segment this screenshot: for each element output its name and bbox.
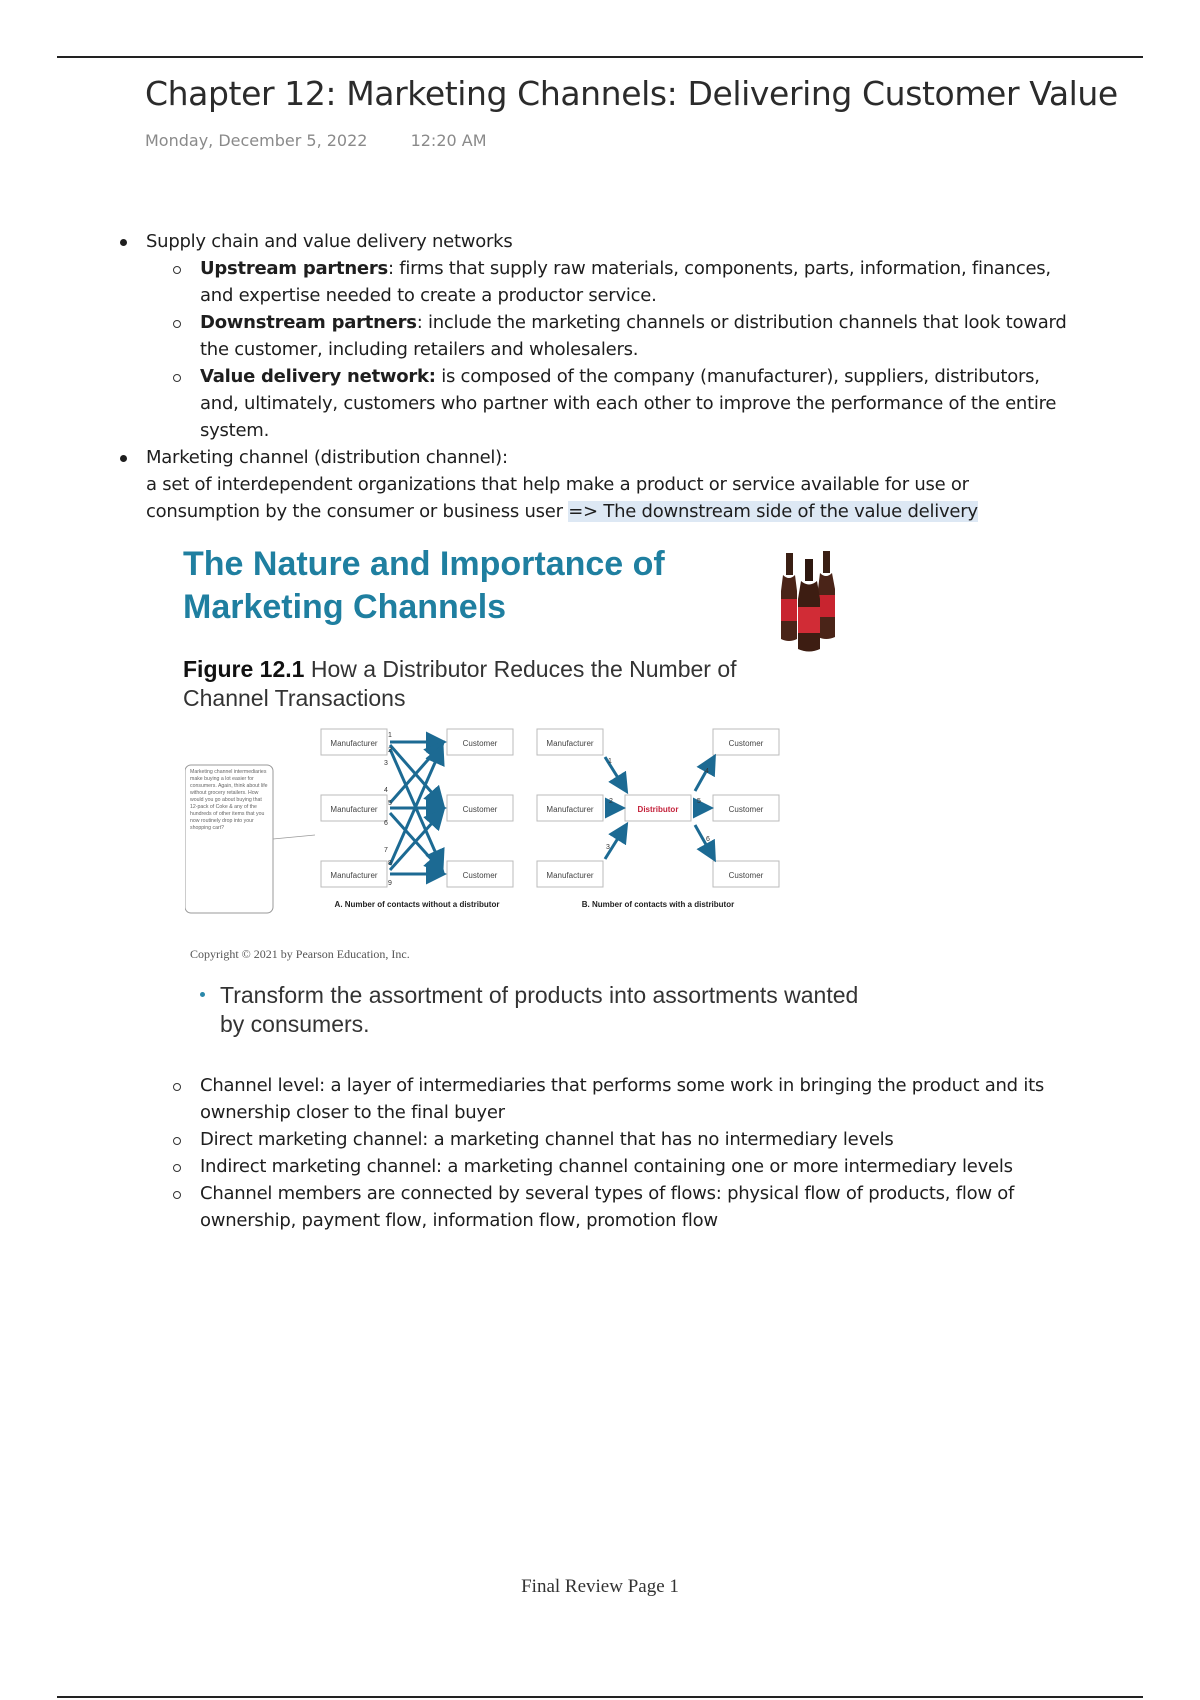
bullet-body: a set of interdependent organizations that help make a product or service available for use or consumption by the consumer or business user xyxy=(146,474,969,522)
distributor-diagram xyxy=(185,725,805,935)
page-time: 12:20 AM xyxy=(410,131,487,150)
contact-number: 9 xyxy=(388,880,392,887)
contact-number: 1 xyxy=(388,732,392,739)
manufacturer-label: Manufacturer xyxy=(546,871,594,880)
sub-bullet-text: Indirect marketing channel: a marketing channel containing one or more intermediary levels xyxy=(200,1156,1013,1177)
caption-a: A. Number of contacts without a distributor xyxy=(334,900,500,909)
bullet-text: Supply chain and value delivery networks xyxy=(146,231,513,252)
slide-copyright: Copyright © 2021 by Pearson Education, Inc. xyxy=(190,947,410,961)
slide-bullet-dot-icon xyxy=(200,992,205,997)
term: Upstream partners xyxy=(200,258,388,279)
sub-bullet-indirect-channel xyxy=(118,1153,1078,1180)
contact-number: 2 xyxy=(609,798,613,805)
page-dateline xyxy=(145,131,487,150)
sub-bullet-flows xyxy=(118,1180,1078,1234)
contact-arrows-a xyxy=(390,742,441,874)
notes-section-1 xyxy=(118,228,1078,525)
figure-caption-text: How a Distributor Reduces the Number of Channel Transactions xyxy=(183,656,737,711)
sub-bullet-text: Direct marketing channel: a marketing channel that has no intermediary levels xyxy=(200,1129,894,1150)
sub-bullet-upstream xyxy=(118,255,1078,309)
definition: firms that supply raw materials, components, parts, information, finances, and expertise needed to create a productor service. xyxy=(200,258,1051,306)
sub-bullet-text: Channel level: a layer of intermediaries that performs some work in bringing the product and its ownership closer to the final buyer xyxy=(200,1075,1045,1123)
contact-arrow xyxy=(695,825,713,857)
term-sep: : xyxy=(387,258,394,279)
sub-bullet-ring-icon xyxy=(173,1083,181,1091)
customer-label: Customer xyxy=(462,871,498,880)
term-sep: : xyxy=(416,312,423,333)
manufacturer-label: Manufacturer xyxy=(330,805,378,814)
contact-number: 4 xyxy=(705,768,709,775)
caption-b: B. Number of contacts with a distributor xyxy=(581,900,735,909)
page-title: Chapter 12: Marketing Channels: Delivering Customer Value xyxy=(145,74,1118,113)
customer-label: Customer xyxy=(462,739,498,748)
bullet-heading: Marketing channel (distribution channel): xyxy=(146,447,508,468)
sub-bullet-ring-icon xyxy=(173,266,181,274)
beer-bottles-icon xyxy=(775,551,845,656)
definition: include the marketing channels or distribution channels that look toward the customer, including retailers and wholesalers. xyxy=(200,312,1067,360)
definition: is composed of the company (manufacturer), suppliers, distributors, and, ultimately, customers who partner with each other to improve the performance of the entire system. xyxy=(200,366,1057,441)
embedded-slide xyxy=(165,535,1070,1055)
sub-bullet-value-delivery xyxy=(118,363,1078,444)
slide-title-line1: The Nature and Importance of xyxy=(183,545,665,583)
section-a xyxy=(321,729,513,909)
customer-label: Customer xyxy=(728,871,764,880)
slide-bullet xyxy=(200,981,860,1039)
sub-bullet-ring-icon xyxy=(173,374,181,382)
bottom-rule xyxy=(57,1696,1143,1698)
top-rule xyxy=(57,56,1143,58)
manufacturer-label: Manufacturer xyxy=(546,739,594,748)
side-note xyxy=(185,765,315,913)
page-footer: Final Review Page 1 xyxy=(521,1576,679,1597)
manufacturer-label: Manufacturer xyxy=(330,871,378,880)
figure-caption xyxy=(183,655,823,713)
contact-number: 4 xyxy=(384,787,388,794)
figure-label: Figure 12.1 xyxy=(183,656,305,682)
contact-number: 5 xyxy=(388,800,392,807)
contact-number: 7 xyxy=(384,847,388,854)
contact-arrow xyxy=(605,827,625,859)
contact-number: 3 xyxy=(384,760,388,767)
side-note-pointer xyxy=(273,835,315,839)
slide-title-line2: Marketing Channels xyxy=(183,588,507,626)
bottle-center xyxy=(798,559,820,652)
contact-number: 2 xyxy=(388,747,392,754)
contact-number: 3 xyxy=(606,844,610,851)
sub-bullet-ring-icon xyxy=(173,1137,181,1145)
customer-label: Customer xyxy=(728,805,764,814)
bullet-supply-chain xyxy=(118,228,1078,255)
contact-number: 8 xyxy=(388,860,392,867)
slide-bullet-text: Transform the assortment of products into assortments wanted by consumers. xyxy=(220,982,859,1037)
sub-bullet-ring-icon xyxy=(173,1191,181,1199)
bullet-dot-icon xyxy=(120,455,127,462)
contact-number: 5 xyxy=(697,798,701,805)
contact-number: 6 xyxy=(706,836,710,843)
sub-bullet-direct-channel xyxy=(118,1126,1078,1153)
sub-bullet-ring-icon xyxy=(173,320,181,328)
customer-label: Customer xyxy=(728,739,764,748)
contact-number: 6 xyxy=(384,820,388,827)
bullet-marketing-channel xyxy=(118,444,1078,525)
slide-title xyxy=(183,543,665,629)
bottle-right xyxy=(818,551,835,639)
sub-bullet-channel-level xyxy=(118,1072,1078,1126)
term: Value delivery network: xyxy=(200,366,436,387)
page-date: Monday, December 5, 2022 xyxy=(145,131,368,150)
notes-section-2 xyxy=(118,1072,1078,1234)
side-note-text: Marketing channel intermediaries make buying a lot easier for consumers. Again, think about life without grocery retailers. How would you go about buying that 12-pack of Coke & any of the hundreds of other items that you now routinely drop into your shopping cart? xyxy=(190,769,268,831)
term: Downstream partners xyxy=(200,312,417,333)
sub-bullet-downstream xyxy=(118,309,1078,363)
bottle-left xyxy=(781,553,797,641)
contact-number: 1 xyxy=(608,758,612,765)
distributor-label: Distributor xyxy=(637,805,679,814)
highlighted-text: => The downstream side of the value delivery xyxy=(568,501,978,522)
contact-arrow xyxy=(695,759,713,791)
sub-bullet-text: Channel members are connected by several types of flows: physical flow of products, flow of ownership, payment flow, information flow, promotion flow xyxy=(200,1183,1015,1231)
bullet-dot-icon xyxy=(120,239,127,246)
section-b xyxy=(537,729,779,909)
customer-label: Customer xyxy=(462,805,498,814)
manufacturer-label: Manufacturer xyxy=(330,739,378,748)
sub-bullet-ring-icon xyxy=(173,1164,181,1172)
manufacturer-label: Manufacturer xyxy=(546,805,594,814)
